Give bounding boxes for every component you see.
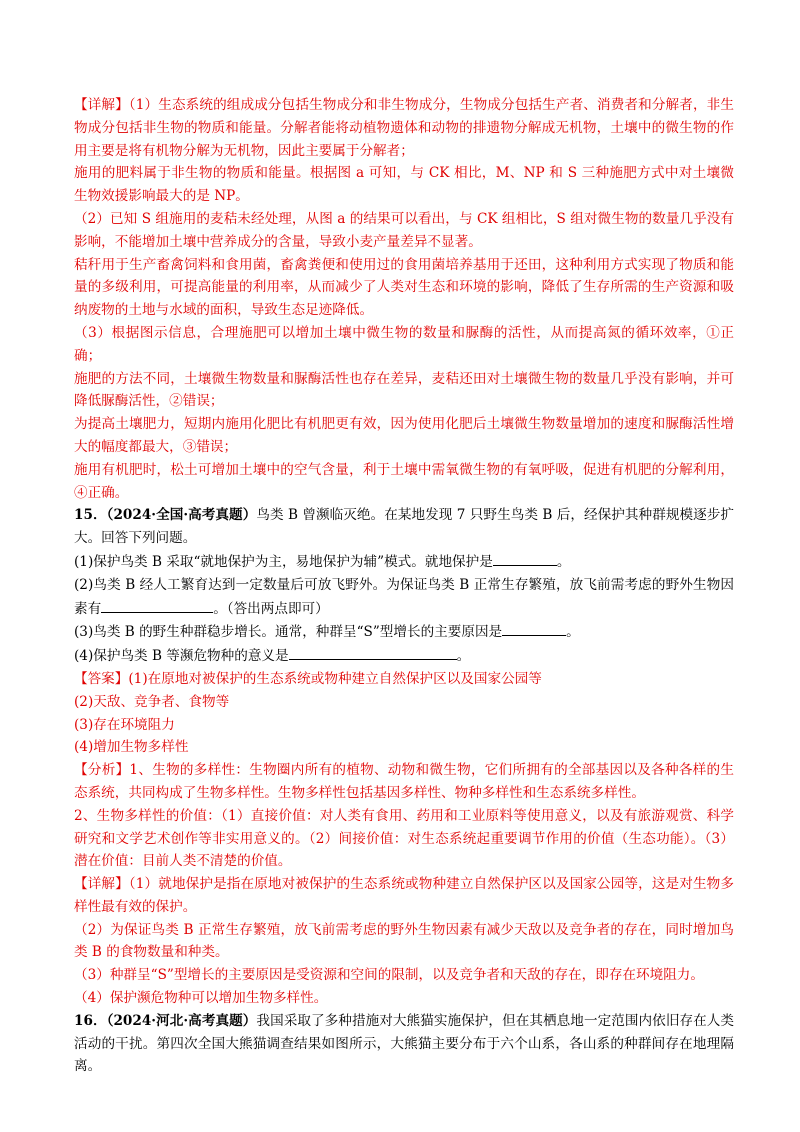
q14-detail-p5: （3）根据图示信息，合理施肥可以增加土壤中微生物的数量和脲酶的活性，从而提高氮的循环效率，①正确； bbox=[74, 324, 734, 364]
q15-sub3-text: (3)鸟类 B 的野生种群稳步增长。通常，种群呈“S”型增长的主要原因是 bbox=[74, 624, 503, 641]
q14-detail-p4: 秸秆用于生产畜禽饲料和食用菌，畜禽粪便和使用过的食用菌培养基用于还田，这种利用方式实现了物质和能量的多级利用，可提高能量的利用率，从而减少了人类对生态和环境的影响，降低了生存所需的生产资源和吸纳废物的土地与水域的面积，导致生态足迹降低。 bbox=[74, 256, 734, 319]
q14-detail-p1: 【详解】（1）生态系统的组成成分包括生物成分和非生物成分，生物成分包括生产者、消费者和分解者，非生物成分包括非生物的物质和能量。分解者能将动植物遗体和动物的排遗物分解成无机物，土壤中的微生物的作用主要是将有机物分解为无机物，因此主要属于分解者； bbox=[74, 97, 734, 159]
q14-detail-p7: 为提高土壤肥力，短期内施用化肥比有机肥更有效，因为使用化肥后土壤微生物数量增加的速度和脲酶活性增大的幅度都最大，③错误； bbox=[74, 416, 734, 455]
q15-answer-3: (3)存在环境阻力 bbox=[74, 716, 175, 733]
q14-detail-p8: 施用有机肥时，松土可增加土壤中的空气含量，利于土壤中需氧微生物的有氧呼吸，促进有机肥的分解利用，④正确。 bbox=[74, 461, 734, 501]
q15-detail-1: 【详解】（1）就地保护是指在原地对被保护的生态系统或物种建立自然保护区以及国家公园等，这是对生物多样性最有效的保护。 bbox=[74, 876, 734, 915]
q15-sub4-text: (4)保护鸟类 B 等濒危物种的意义是 bbox=[74, 648, 289, 665]
q15-number: 15． bbox=[74, 507, 107, 524]
q16-stem-text: 我国采取了多种措施对大熊猫实施保护，但在其栖息地一定范围内依旧存在人类活动的干扰。第四次全国大熊猫调查结果如图所示，大熊猫主要分布于六个山系，各山系的种群间存在地理隔离。 bbox=[74, 1012, 735, 1075]
q15-sub3 bbox=[74, 620, 734, 644]
q14-detail-p3: （2）已知 S 组施用的麦秸未经处理，从图 a 的结果可以看出，与 CK 组相比，S 组对微生物的数量几乎没有影响，不能增加土壤中营养成分的含量，导致小麦产量差异不显著。 bbox=[74, 210, 734, 250]
q15-analysis-2: 2、生物多样性的价值：（1）直接价值：对人类有食用、药用和工业原料等使用意义，以及有旅游观赏、科学研究和文学艺术创作等非实用意义的。（2）间接价值：对生态系统起重要调节作用的价值（生态功能）。（3）潜在价值：目前人类不清楚的价值。 bbox=[74, 807, 734, 870]
q15-sub1 bbox=[74, 550, 734, 574]
q15-answer-4: (4)增加生物多样性 bbox=[74, 739, 189, 756]
q15-sub2 bbox=[74, 574, 734, 621]
q15-sub4 bbox=[74, 644, 734, 668]
q15-analysis-1: 【分析】1、生物的多样性：生物圈内所有的植物、动物和微生物，它们所拥有的全部基因以及各种各样的生态系统，共同构成了生物多样性。生物多样性包括基因多样性、物种多样性和生态系统多样性。 bbox=[74, 762, 734, 801]
q16-stem bbox=[74, 1010, 734, 1078]
q15-detail-4: （4）保护濒危物种可以增加生物多样性。 bbox=[74, 990, 328, 1007]
q15-sub1-end: 。 bbox=[556, 553, 571, 570]
q15-stem-text: 鸟类 B 曾濒临灭绝。在某地发现 7 只野生鸟类 B 后，经保护其种群规模逐步扩大。回答下列问题。 bbox=[74, 507, 735, 547]
q16-number: 16． bbox=[74, 1012, 107, 1029]
q14-detail-p6: 施肥的方法不同，土壤微生物数量和脲酶活性也存在差异，麦秸还田对土壤微生物的数量几乎没有影响，并可降低脲酶活性，②错误； bbox=[74, 370, 734, 410]
q15-source: （2024·全国·高考真题） bbox=[106, 507, 257, 524]
q15-sub1-blank[interactable] bbox=[493, 550, 557, 566]
q16-source: （2024·河北·高考真题） bbox=[106, 1012, 257, 1029]
q15-sub3-blank[interactable] bbox=[502, 620, 566, 636]
q15-detail-3: （3）种群呈“S”型增长的主要原因是受资源和空间的限制，以及竞争者和天敌的存在，即存在环境阻力。 bbox=[74, 967, 704, 984]
q15-sub4-blank[interactable] bbox=[289, 644, 457, 660]
q15-sub2-text: (2)鸟类 B 经人工繁育达到一定数量后可放飞野外。为保证鸟类 B 正常生存繁殖，放飞前需考虑的野外生物因素有 bbox=[74, 576, 734, 617]
q14-detail-p2: 施用的肥料属于非生物的物质和能量。根据图 a 可知，与 CK 相比，M、NP 和 S 三种施肥方式中对土壤微生物效援影响最大的是 NP。 bbox=[74, 165, 734, 205]
q15-sub2-end: 。（答出两点即可） bbox=[213, 600, 329, 617]
q15-sub2-blank[interactable] bbox=[101, 597, 213, 613]
q15-answer-2: (2)天敌、竞争者、食物等 bbox=[74, 693, 230, 710]
document-page bbox=[74, 94, 734, 1078]
q15-sub3-end: 。 bbox=[566, 624, 580, 641]
q15-stem bbox=[74, 504, 734, 550]
q15-sub4-end: 。 bbox=[456, 648, 471, 665]
q15-sub1-text: (1)保护鸟类 B 采取“就地保护为主，易地保护为辅”模式。就地保护是 bbox=[74, 553, 493, 570]
q15-answer-1: 【答案】(1)在原地对被保护的生态系统或物种建立自然保护区以及国家公园等 bbox=[74, 670, 542, 687]
q15-detail-2: （2）为保证鸟类 B 正常生存繁殖，放飞前需考虑的野外生物因素有减少天敌以及竞争者的存在，同时增加鸟类 B 的食物数量和种类。 bbox=[74, 921, 734, 961]
